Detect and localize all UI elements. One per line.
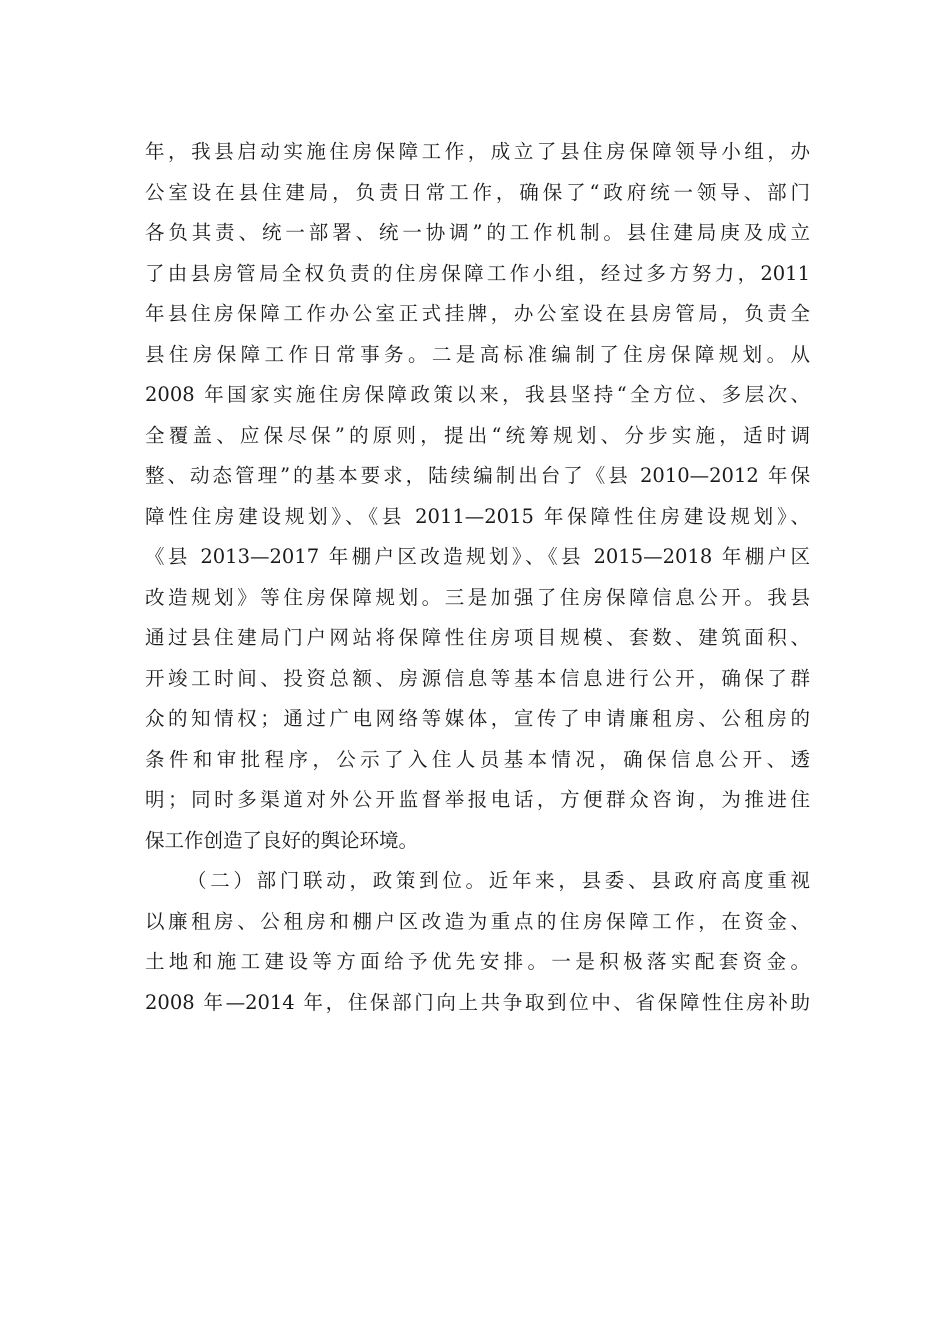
text-line-10: 障性住房建设规划》、《县 2011—2015 年保障性住房建设规划》、: [145, 504, 810, 528]
text-line-6: 县住房保障工作日常事务。二是高标准编制了住房保障规划。从: [145, 342, 810, 366]
text-line-18: 保工作创造了良好的舆论环境。: [145, 828, 419, 852]
body-text: [145, 132, 810, 1023]
text-line-5: 年县住房保障工作办公室正式挂牌，办公室设在县房管局，负责全: [145, 302, 810, 325]
text-line-22: 2008 年—2014 年，住保部门向上共争取到位中、省保障性住房补助: [145, 990, 810, 1014]
text-line-7: 2008 年国家实施住房保障政策以来，我县坚持“全方位、多层次、: [145, 383, 810, 406]
text-line-19: （二）部门联动，政策到位。近年来，县委、县政府高度重视: [187, 869, 810, 892]
text-line-13: 通过县住建局门户网站将保障性住房项目规模、套数、建筑面积、: [145, 626, 810, 649]
text-line-15: 众的知情权；通过广电网络等媒体，宣传了申请廉租房、公租房的: [145, 707, 810, 730]
text-line-8: 全覆盖、应保尽保”的原则，提出“统筹规划、分步实施，适时调: [145, 423, 810, 447]
text-line-11: 《县 2013—2017 年棚户区改造规划》、《县 2015—2018 年棚户区: [145, 545, 810, 568]
text-line-12: 改造规划》等住房保障规划。三是加强了住房保障信息公开。我县: [145, 585, 810, 609]
text-line-16: 条件和审批程序，公示了入住人员基本情况，确保信息公开、透: [145, 747, 810, 771]
text-line-4: 了由县房管局全权负责的住房保障工作小组，经过多方努力，2011: [145, 261, 810, 285]
text-line-21: 土地和施工建设等方面给予优先安排。一是积极落实配套资金。: [145, 950, 810, 973]
text-line-9: 整、动态管理”的基本要求，陆续编制出台了《县 2010—2012 年保: [145, 464, 810, 487]
text-line-20: 以廉租房、公租房和棚户区改造为重点的住房保障工作，在资金、: [145, 909, 810, 933]
text-line-2: 公室设在县住建局，负责日常工作，确保了“政府统一领导、部门: [145, 180, 810, 204]
text-line-3: 各负其责、统一部署、统一协调”的工作机制。县住建局庚及成立: [145, 221, 810, 244]
text-line-17: 明；同时多渠道对外公开监督举报电话，方便群众咨询，为推进住: [145, 788, 810, 811]
text-line-14: 开竣工时间、投资总额、房源信息等基本信息进行公开，确保了群: [145, 666, 810, 690]
text-line-1: 年，我县启动实施住房保障工作，成立了县住房保障领导小组，办: [145, 140, 810, 163]
